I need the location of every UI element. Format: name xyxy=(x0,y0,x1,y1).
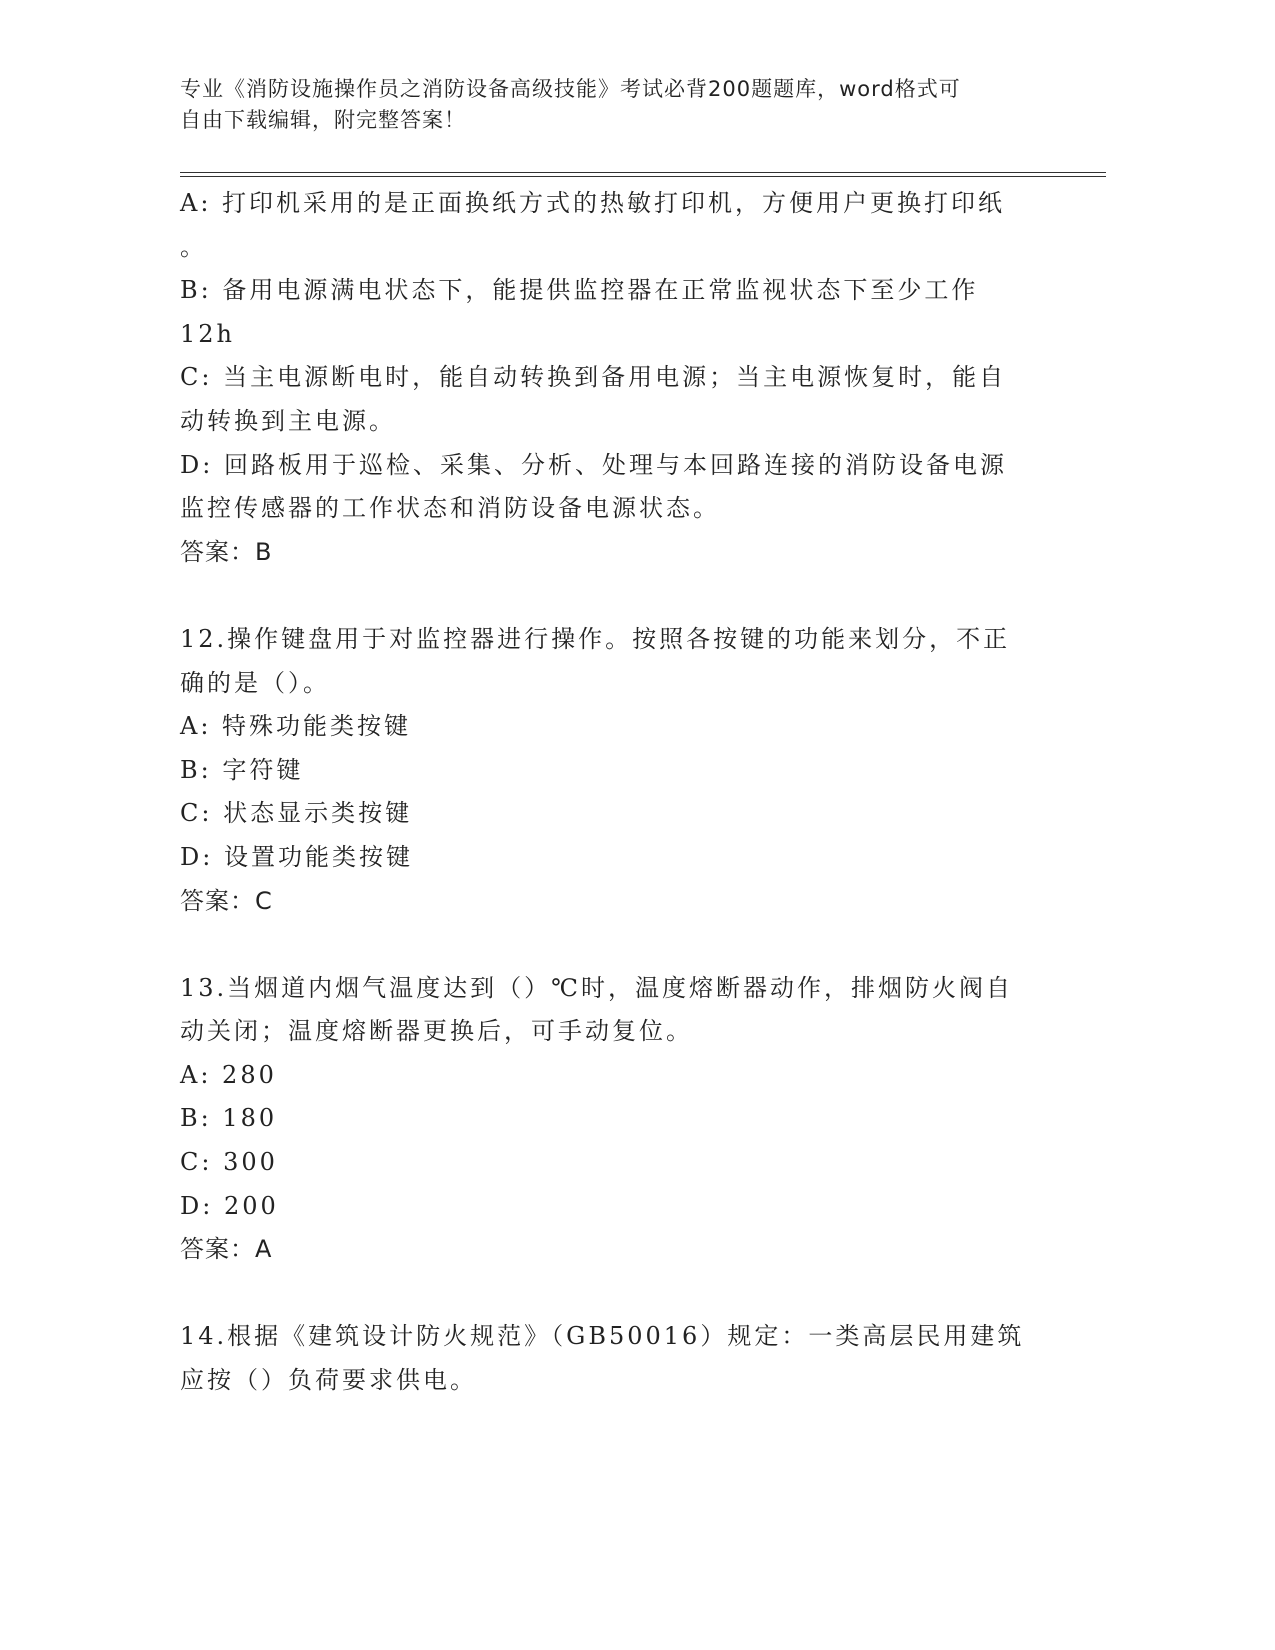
question-stem-line-2: 应按（）负荷要求供电。 xyxy=(180,1366,477,1395)
option-b: B: 字符键 xyxy=(180,755,304,784)
option-b: B: 180 xyxy=(180,1104,278,1133)
option-d-line-2: 监控传感器的工作状态和消防设备电源状态。 xyxy=(180,494,720,523)
option-c: C: 300 xyxy=(180,1148,278,1177)
document-body xyxy=(180,182,1040,1403)
question-spacer xyxy=(180,574,1040,618)
option-c: C: 状态显示类按键 xyxy=(180,799,413,828)
question-12 xyxy=(180,618,1040,923)
option-a: A: 特殊功能类按键 xyxy=(180,712,412,741)
option-a-line-2: 。 xyxy=(180,232,207,261)
option-d: D: 200 xyxy=(180,1191,279,1220)
option-a-line-1: A: 打印机采用的是正面换纸方式的热敏打印机，方便用户更换打印纸 xyxy=(180,189,1006,217)
option-c-line-2: 动转换到主电源。 xyxy=(180,406,396,435)
header-divider-top xyxy=(180,172,1106,173)
answer-label: 答案：C xyxy=(180,886,273,915)
question-stem-line-2: 确的是（）。 xyxy=(180,668,330,697)
question-13 xyxy=(180,967,1040,1272)
option-b-line-1: B: 备用电源满电状态下，能提供监控器在正常监视状态下至少工作 xyxy=(180,276,979,305)
document-header xyxy=(180,74,1080,136)
question-stem-line-1: 12.操作键盘用于对监控器进行操作。按照各按键的功能来划分，不正 xyxy=(180,624,1011,653)
header-line-1: 专业《消防设施操作员之消防设备高级技能》考试必背200题题库，word格式可 xyxy=(180,77,961,101)
answer-label: 答案：B xyxy=(180,537,273,566)
answer-label: 答案：A xyxy=(180,1235,273,1264)
option-b-line-2: 12h xyxy=(180,319,235,348)
header-line-2: 自由下载编辑，附完整答案！ xyxy=(180,108,466,132)
question-stem-line-1: 13.当烟道内烟气温度达到（）℃时，温度熔断器动作，排烟防火阀自 xyxy=(180,973,1014,1002)
question-spacer xyxy=(180,1272,1040,1316)
question-stem-line-1: 14.根据《建筑设计防火规范》（GB50016）规定：一类高层民用建筑 xyxy=(180,1322,1025,1351)
option-d-line-1: D: 回路板用于巡检、采集、分析、处理与本回路连接的消防设备电源 xyxy=(180,450,1007,479)
header-divider-bottom xyxy=(180,176,1106,177)
question-stem-line-2: 动关闭；温度熔断器更换后，可手动复位。 xyxy=(180,1017,693,1046)
option-c-line-1: C: 当主电源断电时，能自动转换到备用电源；当主电源恢复时，能自 xyxy=(180,363,1007,392)
question-11-options xyxy=(180,182,1040,574)
option-d: D: 设置功能类按键 xyxy=(180,842,413,871)
question-14 xyxy=(180,1315,1040,1402)
option-a: A: 280 xyxy=(180,1060,277,1089)
question-spacer xyxy=(180,923,1040,967)
